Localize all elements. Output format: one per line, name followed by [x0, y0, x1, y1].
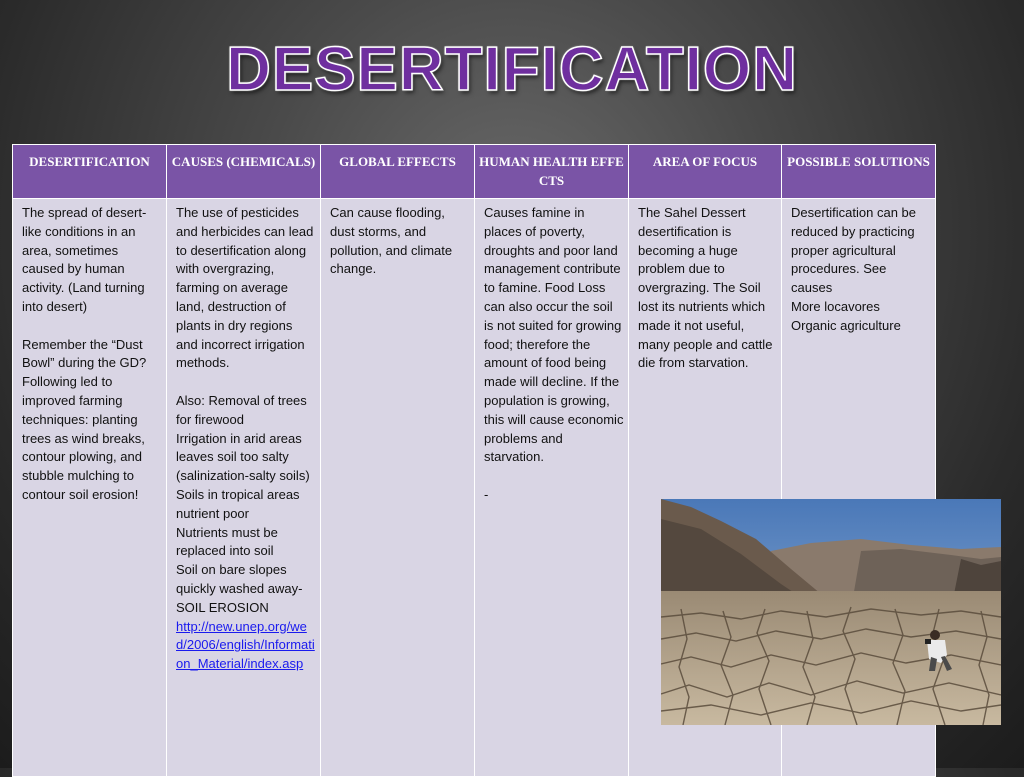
header-global-effects: GLOBAL EFFECTS — [321, 145, 475, 199]
header-causes: CAUSES (CHEMICALS) — [167, 145, 321, 199]
slide-title: DESERTIFICATION — [226, 35, 798, 104]
cell-causes — [167, 199, 321, 777]
causes-text: The use of pesticides and herbicides can lead to desertification along with overgrazing, farming on average land, destruction of plants in dry regions and incorrect irrigation methods. Also: Removal of trees for firewood Irrigation in arid areas leaves soil too salty (salinization-salty soils) Soils in tropical areas nutrient poor Nutrients must be replaced into soil Soil on bare slopes quickly washed away-SOIL EROSION — [176, 205, 314, 615]
global-effects-text: Can cause flooding, dust storms, and pollution, and climate change. — [330, 205, 453, 277]
desertification-text: The spread of desert-like conditions in an area, sometimes caused by human activity. (Land turning into desert) Remember the “Dust Bowl” during the GD? Following led to improved farming techniques: planting trees as wind breaks, contour plowing, and stubble mulching to contour soil erosion! — [22, 205, 147, 502]
cell-desertification — [13, 199, 167, 777]
cell-global-effects — [321, 199, 475, 777]
human-health-text: Causes famine in places of poverty, droughts and poor land management contribute to famine. Food Loss can also occur the soil is not suited for growing food; therefore the amount of food being made will decline. If the population is growing, this will cause economic problems and starvation. - — [484, 205, 624, 502]
header-human-health-effects: HUMAN HEALTH EFFECTS — [475, 145, 629, 199]
unep-reference-link[interactable]: http://new.unep.org/wed/2006/english/Information_Material/index.asp — [176, 618, 315, 672]
header-possible-solutions: POSSIBLE SOLUTIONS — [782, 145, 936, 199]
cracked-earth-photo — [661, 499, 1001, 725]
solutions-text: Desertification can be reduced by practicing proper agricultural procedures. See causes More locavores Organic agriculture — [791, 205, 917, 333]
cell-human-health-effects — [475, 199, 629, 777]
header-area-of-focus: AREA OF FOCUS — [629, 145, 782, 199]
table-header-row — [13, 145, 936, 199]
area-of-focus-text: The Sahel Dessert desertification is becoming a huge problem due to overgrazing. The Soil lost its nutrients which made it not useful, many people and cattle die from starvation. — [638, 205, 773, 371]
header-desertification: DESERTIFICATION — [13, 145, 167, 199]
